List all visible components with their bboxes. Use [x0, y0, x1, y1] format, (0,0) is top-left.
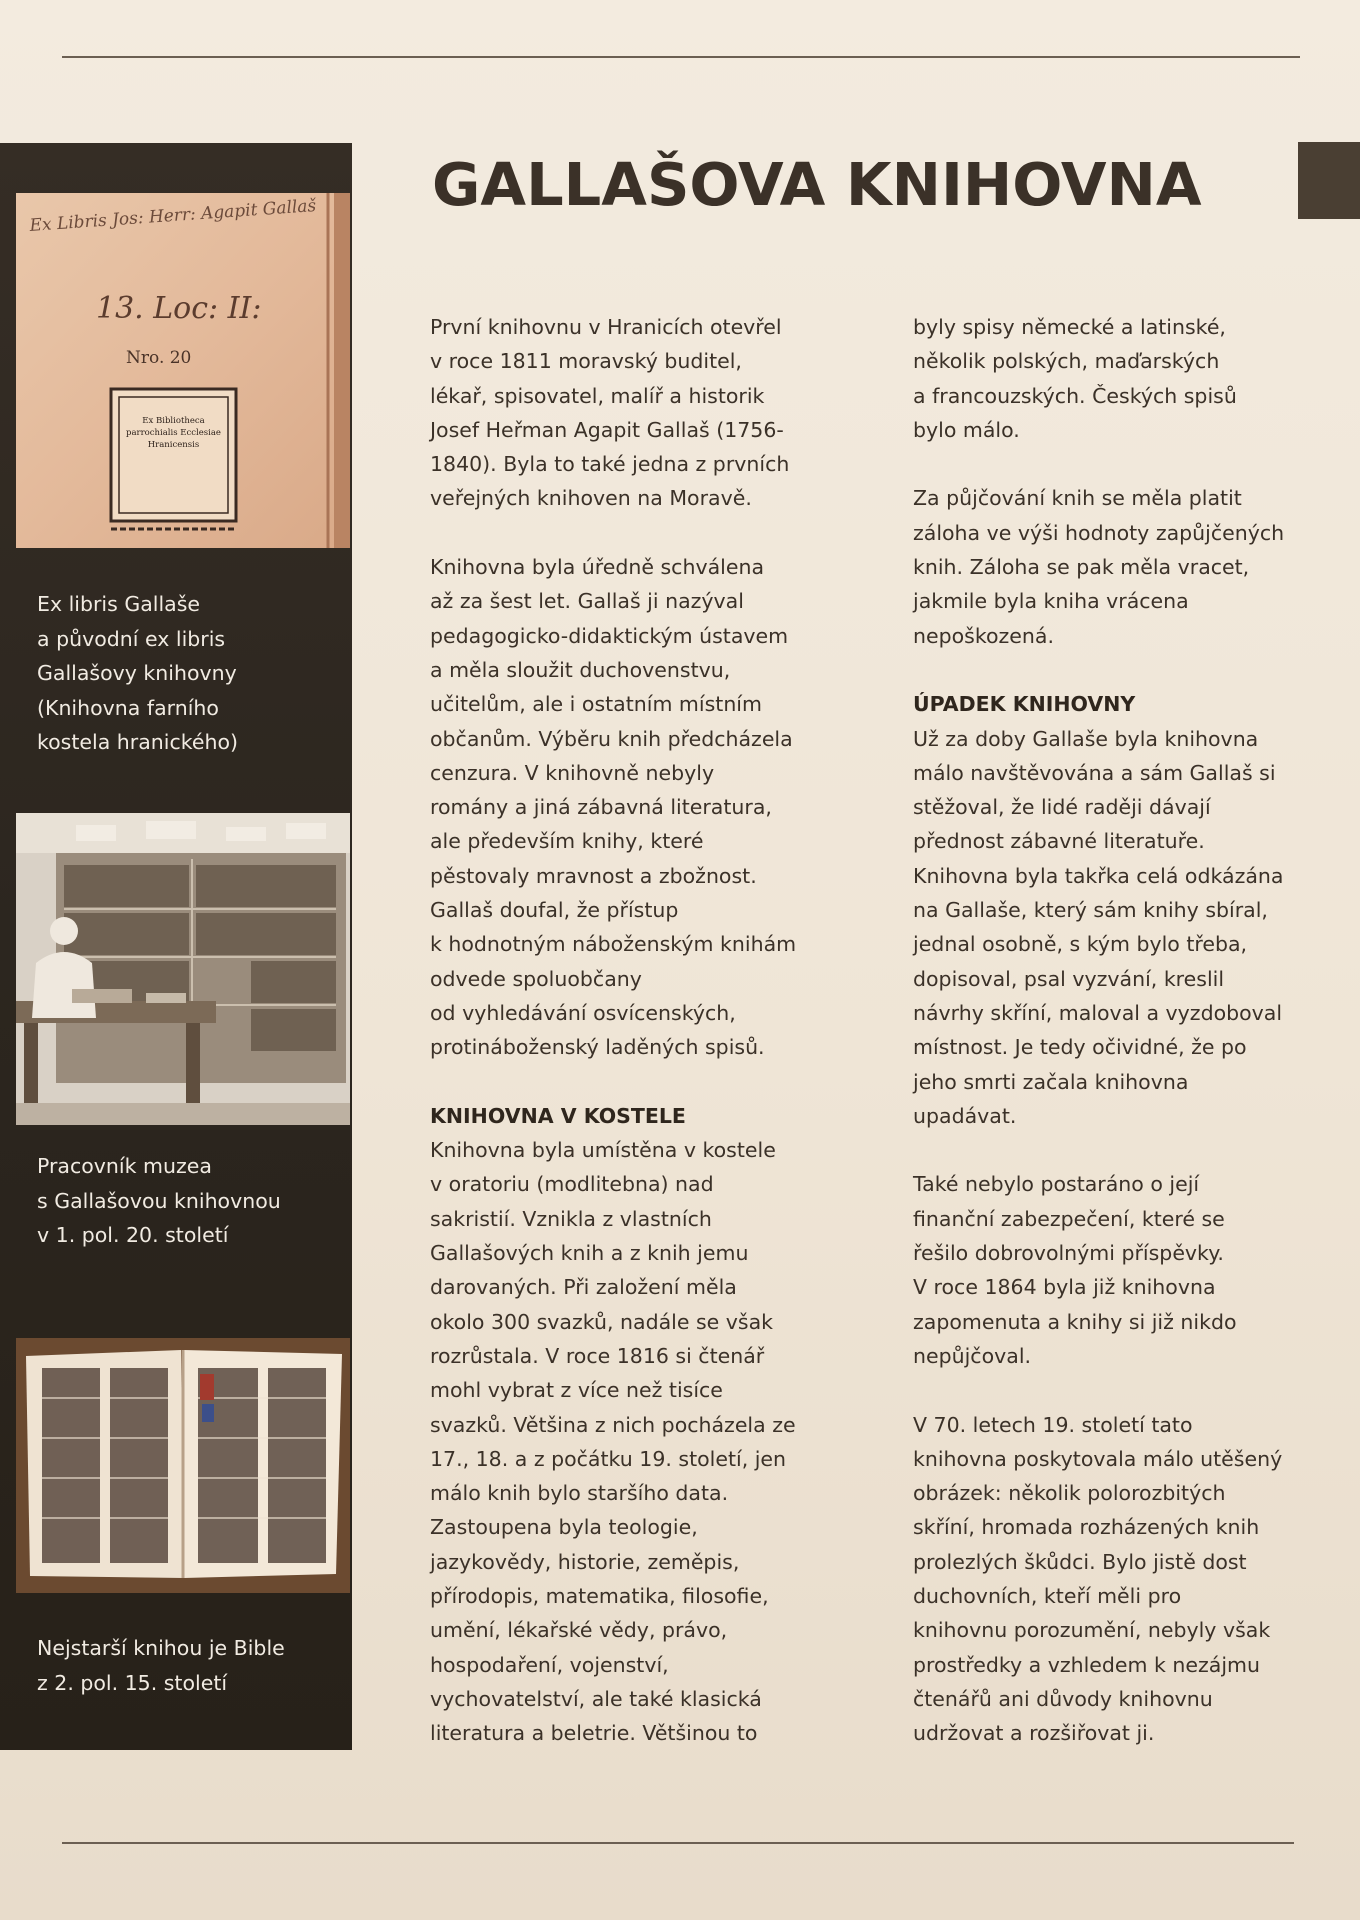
paragraph-finance: Také nebylo postaráno o její finanční zabezpečení, které se řešilo dobrovolnými příspěvky. V roce 1864 byla již knihovna zapomenuta a knihy si již nikdo nepůjčoval. — [913, 1172, 1237, 1368]
paragraph-seventies: V 70. letech 19. století tato knihovna poskytovala málo utěšený obrázek: několik polorozbitých skříní, hromada rozházených knih prolezlých škůdci. Bylo jistě dost duchovních, kteří měli pro knihovnu porozumění, nebyly však prostředky a vzhledem k nezájmu čtenářů ani důvody knihovnu udržovat a rozšiřovat ji. — [913, 1412, 1283, 1746]
paragraph-continued: byly spisy německé a latinské, několik polských, maďarských a francouzských. Českých spisů bylo málo. — [913, 315, 1237, 442]
accent-block — [1298, 142, 1360, 219]
caption-ex-libris: Ex libris Gallaše a původní ex libris Gallašovy knihovny (Knihovna farního kostela hranického) — [37, 592, 239, 754]
paragraph-deposit: Za půjčování knih se měla platit záloha ve výši hodnoty zapůjčených knih. Záloha se pak měla vracet, jakmile byla kniha vrácena nepoškozená. — [913, 486, 1285, 648]
ex-libris-inscription: Ex Libris Jos: Herr: Agapit Gallaš — [28, 196, 317, 236]
caption-museum-worker: Pracovník muzea s Gallašovou knihovnou v 1. pol. 20. století — [37, 1154, 281, 1247]
section-heading-church: KNIHOVNA V KOSTELE — [430, 1103, 686, 1128]
paragraph-decline: Už za doby Gallaše byla knihovna málo navštěvována a sám Gallaš si stěžoval, že lidé raději dávají přednost zábavné literatuře. Knihovna byla takřka celá odkázána na Gallaše, který sám knihy sbíral, jednal osobně, s kým bylo třeba, dopisoval, psal vyzvání, kreslil návrhy skříní, maloval a vyzdoboval místnost. Je tedy očividné, že po jeho smrti začala knihovna upadávat. — [913, 726, 1284, 1128]
text-column-right — [913, 310, 1323, 1750]
text-column-left — [430, 310, 840, 1750]
bottom-rule — [62, 1842, 1294, 1844]
library-stamp: Ex Bibliotheca parrochialis Ecclesiae Hranicensis — [126, 416, 221, 450]
bible-photo — [16, 1338, 350, 1593]
shelf-mark: 13. Loc: II: — [96, 291, 262, 326]
top-rule — [62, 56, 1300, 58]
paragraph-intro: První knihovnu v Hranicích otevřel v roce 1811 moravský buditel, lékař, spisovatel, malíř a historik Josef Heřman Agapit Gallaš (1756- 1840). Byla to také jedna z prvních veřejných knihoven na Moravě. — [430, 315, 790, 511]
paragraph-approval: Knihovna byla úředně schválena až za šest let. Gallaš ji nazýval pedagogicko-didaktickým ústavem a měla sloužit duchovenstvu, učitelům, ale i ostatním místním občanům. Výběru knih předcházela cenzura. V knihovně nebyly romány a jiná zábavná literatura, ale především knihy, které pěstovaly mravnost a zbožnost. Gallaš doufal, že přístup k hodnotným náboženským knihám odvede spoluobčany od vyhledávání osvícenských, protináboženský laděných spisů. — [430, 555, 797, 1060]
section-heading-decline: ÚPADEK KNIHOVNY — [913, 692, 1136, 717]
paragraph-church: Knihovna byla umístěna v kostele v oratoriu (modlitebna) nad sakristií. Vznikla z vlastních Gallašových knih a z knih jemu darovaných. Při založení měla okolo 300 svazků, nadále se však rozrůstala. V roce 1816 si čtenář mohl vybrat z více než tisíce svazků. Většina z nich pocházela ze 17., 18. a z počátku 19. století, jen málo knih bylo staršího data. Zastoupena byla teologie, jazykovědy, historie, zeměpis, přírodopis, matematika, filosofie, umění, lékařské vědy, právo, hospodaření, vojenství, vychovatelství, ale také klasická literatura a beletrie. Většinou to — [430, 1138, 796, 1746]
page-title: GALLAŠOVA KNIHOVNA — [432, 150, 1202, 219]
ex-libris-photo — [16, 193, 350, 548]
sidebar — [0, 143, 352, 1750]
book-number: Nro. 20 — [126, 348, 192, 368]
museum-worker-photo — [16, 813, 350, 1125]
caption-bible: Nejstarší knihou je Bible z 2. pol. 15. století — [37, 1636, 285, 1695]
